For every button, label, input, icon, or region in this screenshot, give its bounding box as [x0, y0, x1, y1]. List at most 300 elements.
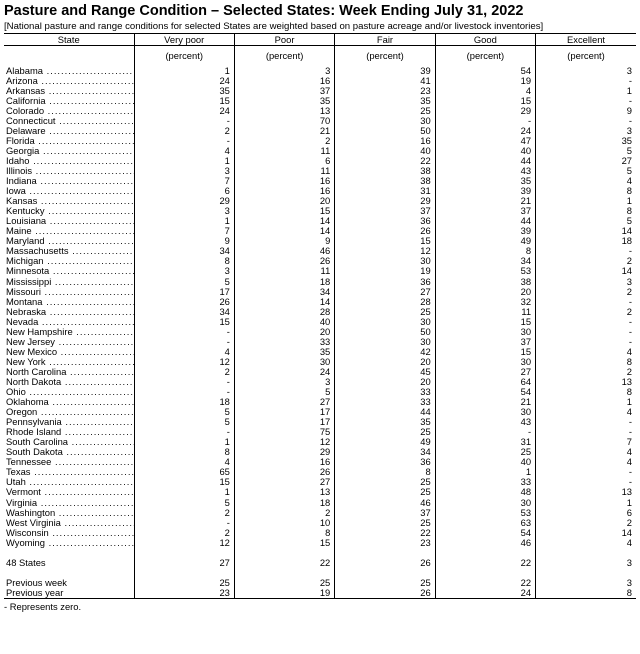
state-cell	[4, 266, 134, 276]
table-row	[4, 387, 636, 397]
cell-fair: 28	[335, 297, 435, 307]
cell-fair: 20	[335, 357, 435, 367]
state-name: South Carolina .....	[6, 437, 134, 447]
cell-poor: 14	[234, 216, 334, 226]
cell-poor: 16	[234, 186, 334, 196]
state-cell	[4, 518, 134, 528]
table-row	[4, 457, 636, 467]
cell-excellent: 3	[536, 276, 636, 286]
cell-very-poor: 2	[134, 508, 234, 518]
state-cell	[4, 357, 134, 367]
state-cell	[4, 246, 134, 256]
cell-excellent: 1	[536, 498, 636, 508]
cell-poor: 24	[234, 367, 334, 377]
cell-very-poor: 5	[134, 417, 234, 427]
cell-very-poor: 2	[134, 126, 234, 136]
cell-excellent: 8	[536, 186, 636, 196]
table-row	[4, 307, 636, 317]
state-cell	[4, 166, 134, 176]
spacer-row	[4, 568, 636, 578]
cell-fair: 33	[335, 397, 435, 407]
cell-good: 11	[435, 307, 535, 317]
cell-excellent: -	[536, 76, 636, 86]
state-name: Missouri .....	[6, 287, 134, 297]
cell-very-poor: 26	[134, 297, 234, 307]
state-cell	[4, 538, 134, 548]
state-cell	[4, 186, 134, 196]
cell-good: 48	[435, 487, 535, 497]
table-row	[4, 538, 636, 548]
comparison-label: Previous year	[6, 587, 64, 598]
cell-fair: 37	[335, 508, 435, 518]
table-row	[4, 206, 636, 216]
table-row	[4, 96, 636, 106]
cell-excellent: 27	[536, 156, 636, 166]
cell-very-poor: 24	[134, 106, 234, 116]
cell-poor: 21	[234, 126, 334, 136]
cell-poor: 20	[234, 196, 334, 206]
unit-excellent: (percent)	[536, 46, 636, 66]
cell-very-poor: 34	[134, 246, 234, 256]
header-poor: Poor	[234, 34, 334, 46]
cell-poor: 26	[234, 467, 334, 477]
cell-very-poor: 12	[134, 538, 234, 548]
state-name: Kansas .....	[6, 196, 134, 206]
cell-poor: 5	[234, 387, 334, 397]
cell-excellent: 2	[536, 307, 636, 317]
cell-fair: 29	[335, 196, 435, 206]
cell-very-poor: 2	[134, 367, 234, 377]
cell-fair: 45	[335, 367, 435, 377]
cell-very-poor: -	[134, 136, 234, 146]
state-cell	[4, 487, 134, 497]
table-row	[4, 377, 636, 387]
header-good: Good	[435, 34, 535, 46]
cell-good: 35	[435, 176, 535, 186]
cell-very-poor: 17	[134, 287, 234, 297]
unit-state	[4, 46, 134, 66]
table-row	[4, 487, 636, 497]
cell-poor: 18	[234, 498, 334, 508]
state-name: New Hampshire .....	[6, 327, 134, 337]
state-name: Massachusetts .....	[6, 246, 134, 256]
cell-poor: 40	[234, 317, 334, 327]
report-subtitle: [National pasture and range conditions for selected States are weighted based on pasture acreage and/or livestock inventories]	[4, 21, 544, 32]
cell-very-poor: 18	[134, 397, 234, 407]
cell-excellent: 3	[536, 66, 636, 76]
state-cell	[4, 287, 134, 297]
cell-poor: 75	[234, 427, 334, 437]
cell-good: 15	[435, 347, 535, 357]
cell-good: 43	[435, 166, 535, 176]
state-cell	[4, 477, 134, 487]
cell-very-poor: 4	[134, 146, 234, 156]
state-cell	[4, 146, 134, 156]
cell-poor: 16	[234, 176, 334, 186]
cell-very-poor: 15	[134, 317, 234, 327]
cell-good: 34	[435, 256, 535, 266]
table-row	[4, 498, 636, 508]
cell-excellent: 4	[536, 176, 636, 186]
table-row	[4, 447, 636, 457]
state-name: Arizona .....	[6, 76, 134, 86]
state-name: Wyoming .....	[6, 538, 134, 548]
state-name: Ohio .....	[6, 387, 134, 397]
cell-fair: 25	[335, 106, 435, 116]
cell-very-poor: -	[134, 387, 234, 397]
state-cell	[4, 236, 134, 246]
cell-excellent: -	[536, 246, 636, 256]
table-row	[4, 397, 636, 407]
cell-fair: 40	[335, 146, 435, 156]
table-row	[4, 327, 636, 337]
table-row	[4, 477, 636, 487]
cell-good: 19	[435, 76, 535, 86]
cell-good: 24	[435, 126, 535, 136]
cell-fair: 20	[335, 377, 435, 387]
summary-poor: 22	[234, 558, 334, 568]
cell-excellent: 1	[536, 196, 636, 206]
state-name: North Carolina .....	[6, 367, 134, 377]
state-name: Nevada .....	[6, 317, 134, 327]
cell-very-poor: 5	[134, 276, 234, 286]
cell-excellent: 4	[536, 457, 636, 467]
cell-excellent: -	[536, 467, 636, 477]
state-name: Utah .....	[6, 477, 134, 487]
state-cell	[4, 437, 134, 447]
cell-good: 53	[435, 508, 535, 518]
comparison-very-poor: 25	[134, 578, 234, 588]
cell-excellent: -	[536, 317, 636, 327]
cell-good: 37	[435, 337, 535, 347]
state-name: Idaho .....	[6, 156, 134, 166]
cell-excellent: 5	[536, 146, 636, 156]
state-name: California .....	[6, 96, 134, 106]
cell-excellent: 2	[536, 367, 636, 377]
state-name: Oregon .....	[6, 407, 134, 417]
state-name: South Dakota .....	[6, 447, 134, 457]
state-name: Mississippi .....	[6, 277, 134, 287]
state-name: Kentucky .....	[6, 206, 134, 216]
cell-good: 30	[435, 407, 535, 417]
cell-very-poor: 8	[134, 447, 234, 457]
state-name: Texas .....	[6, 467, 134, 477]
cell-good: 39	[435, 186, 535, 196]
cell-fair: 26	[335, 226, 435, 236]
state-cell	[4, 176, 134, 186]
state-name: Vermont .....	[6, 487, 134, 497]
cell-good: 33	[435, 477, 535, 487]
comparison-poor: 25	[234, 578, 334, 588]
cell-very-poor: 5	[134, 407, 234, 417]
cell-poor: 15	[234, 538, 334, 548]
table-row	[4, 407, 636, 417]
comparison-row-previous-year	[4, 588, 636, 598]
cell-poor: 30	[234, 357, 334, 367]
cell-poor: 12	[234, 437, 334, 447]
state-name: Tennessee .....	[6, 457, 134, 467]
table-row	[4, 126, 636, 136]
cell-fair: 35	[335, 417, 435, 427]
cell-fair: 22	[335, 528, 435, 538]
cell-excellent: 1	[536, 397, 636, 407]
cell-excellent: 2	[536, 287, 636, 297]
state-cell	[4, 367, 134, 377]
cell-very-poor: -	[134, 518, 234, 528]
cell-poor: 11	[234, 166, 334, 176]
state-cell	[4, 347, 134, 357]
table-row	[4, 347, 636, 357]
cell-very-poor: 4	[134, 457, 234, 467]
cell-good: 29	[435, 106, 535, 116]
cell-fair: 27	[335, 287, 435, 297]
state-name: Indiana .....	[6, 176, 134, 186]
cell-poor: 70	[234, 116, 334, 126]
header-excellent: Excellent	[536, 34, 636, 46]
cell-good: 31	[435, 437, 535, 447]
cell-very-poor: 9	[134, 236, 234, 246]
cell-excellent: 13	[536, 487, 636, 497]
cell-excellent: 8	[536, 206, 636, 216]
state-cell	[4, 216, 134, 226]
state-name: Iowa .....	[6, 186, 134, 196]
cell-very-poor: 1	[134, 216, 234, 226]
cell-poor: 20	[234, 327, 334, 337]
state-cell	[4, 397, 134, 407]
state-name: Minnesota .....	[6, 266, 134, 276]
cell-good: 30	[435, 327, 535, 337]
cell-good: 44	[435, 156, 535, 166]
state-name: Alabama .....	[6, 66, 134, 76]
cell-very-poor: 1	[134, 437, 234, 447]
cell-good: 49	[435, 236, 535, 246]
cell-good: 54	[435, 387, 535, 397]
table-row	[4, 297, 636, 307]
summary-row-48-states	[4, 558, 636, 568]
cell-fair: 19	[335, 266, 435, 276]
cell-poor: 27	[234, 477, 334, 487]
cell-fair: 34	[335, 447, 435, 457]
cell-fair: 50	[335, 327, 435, 337]
cell-fair: 49	[335, 437, 435, 447]
cell-poor: 16	[234, 457, 334, 467]
state-name: Wisconsin .....	[6, 528, 134, 538]
cell-poor: 26	[234, 256, 334, 266]
state-cell	[4, 276, 134, 286]
state-cell	[4, 66, 134, 76]
cell-excellent: 1	[536, 86, 636, 96]
state-cell	[4, 317, 134, 327]
state-name: Nebraska .....	[6, 307, 134, 317]
cell-fair: 35	[335, 96, 435, 106]
cell-very-poor: 34	[134, 307, 234, 317]
cell-poor: 2	[234, 136, 334, 146]
cell-good: 63	[435, 518, 535, 528]
cell-poor: 2	[234, 508, 334, 518]
cell-excellent: 13	[536, 377, 636, 387]
state-name: Connecticut .....	[6, 116, 134, 126]
cell-poor: 6	[234, 156, 334, 166]
table-row	[4, 226, 636, 236]
state-name: New Jersey .....	[6, 337, 134, 347]
state-name: Maryland .....	[6, 236, 134, 246]
state-cell	[4, 447, 134, 457]
cell-good: 39	[435, 226, 535, 236]
state-cell	[4, 136, 134, 146]
cell-fair: 36	[335, 276, 435, 286]
cell-fair: 16	[335, 136, 435, 146]
comparison-very-poor: 23	[134, 588, 234, 598]
state-name: Michigan .....	[6, 256, 134, 266]
cell-excellent: 7	[536, 437, 636, 447]
cell-fair: 8	[335, 467, 435, 477]
cell-excellent: -	[536, 477, 636, 487]
cell-fair: 38	[335, 166, 435, 176]
state-cell	[4, 377, 134, 387]
cell-very-poor: 8	[134, 256, 234, 266]
table-row	[4, 467, 636, 477]
cell-fair: 30	[335, 317, 435, 327]
cell-poor: 29	[234, 447, 334, 457]
table-row	[4, 196, 636, 206]
cell-good: 38	[435, 276, 535, 286]
cell-very-poor: 7	[134, 226, 234, 236]
cell-fair: 37	[335, 206, 435, 216]
state-name: Virginia .....	[6, 498, 134, 508]
cell-poor: 3	[234, 66, 334, 76]
table-row	[4, 367, 636, 377]
state-cell	[4, 327, 134, 337]
table-row	[4, 156, 636, 166]
cell-poor: 15	[234, 206, 334, 216]
header-state: State	[4, 34, 134, 46]
cell-poor: 17	[234, 417, 334, 427]
table-row	[4, 76, 636, 86]
state-name: New Mexico .....	[6, 347, 134, 357]
cell-excellent: -	[536, 116, 636, 126]
cell-excellent: 14	[536, 528, 636, 538]
table-row	[4, 246, 636, 256]
cell-very-poor: 3	[134, 206, 234, 216]
state-cell	[4, 407, 134, 417]
comparison-fair: 25	[335, 578, 435, 588]
table-row	[4, 66, 636, 76]
cell-good: 44	[435, 216, 535, 226]
state-cell	[4, 106, 134, 116]
state-cell	[4, 116, 134, 126]
cell-very-poor: 29	[134, 196, 234, 206]
state-cell	[4, 96, 134, 106]
cell-excellent: 8	[536, 387, 636, 397]
table-row	[4, 186, 636, 196]
cell-poor: 11	[234, 266, 334, 276]
table-row	[4, 427, 636, 437]
state-cell	[4, 297, 134, 307]
cell-excellent: -	[536, 417, 636, 427]
cell-fair: 36	[335, 457, 435, 467]
state-cell	[4, 307, 134, 317]
cell-very-poor: 6	[134, 186, 234, 196]
state-cell	[4, 467, 134, 477]
cell-poor: 46	[234, 246, 334, 256]
cell-excellent: 3	[536, 126, 636, 136]
cell-excellent: 2	[536, 518, 636, 528]
summary-good: 22	[435, 558, 535, 568]
comparison-good: 22	[435, 578, 535, 588]
state-cell	[4, 508, 134, 518]
table-row	[4, 136, 636, 146]
header-row	[4, 34, 636, 46]
cell-poor: 34	[234, 287, 334, 297]
footnote: - Represents zero.	[4, 600, 82, 612]
table-row	[4, 528, 636, 538]
summary-fair: 26	[335, 558, 435, 568]
cell-poor: 9	[234, 236, 334, 246]
cell-very-poor: -	[134, 116, 234, 126]
cell-very-poor: 7	[134, 176, 234, 186]
cell-poor: 8	[234, 528, 334, 538]
state-name: Colorado .....	[6, 106, 134, 116]
cell-fair: 39	[335, 66, 435, 76]
cell-very-poor: 65	[134, 467, 234, 477]
cell-good: 15	[435, 317, 535, 327]
units-row	[4, 46, 636, 66]
cell-excellent: 5	[536, 166, 636, 176]
cell-very-poor: 15	[134, 96, 234, 106]
cell-poor: 14	[234, 226, 334, 236]
state-name: Arkansas .....	[6, 86, 134, 96]
cell-good: 43	[435, 417, 535, 427]
cell-excellent: -	[536, 96, 636, 106]
cell-very-poor: 1	[134, 156, 234, 166]
table-row	[4, 216, 636, 226]
cell-fair: 30	[335, 337, 435, 347]
cell-fair: 42	[335, 347, 435, 357]
cell-fair: 44	[335, 407, 435, 417]
cell-poor: 14	[234, 297, 334, 307]
state-cell	[4, 156, 134, 166]
unit-good: (percent)	[435, 46, 535, 66]
cell-poor: 37	[234, 86, 334, 96]
cell-very-poor: 12	[134, 357, 234, 367]
summary-label: 48 States	[6, 557, 46, 568]
state-name: Montana .....	[6, 297, 134, 307]
table-row	[4, 317, 636, 327]
table-row	[4, 146, 636, 156]
cell-very-poor: 24	[134, 76, 234, 86]
comparison-excellent: 8	[536, 588, 636, 598]
comparison-label: Previous week	[6, 577, 67, 588]
state-name: Delaware .....	[6, 126, 134, 136]
cell-good: 40	[435, 146, 535, 156]
state-name: Oklahoma .....	[6, 397, 134, 407]
header-fair: Fair	[335, 34, 435, 46]
cell-fair: 31	[335, 186, 435, 196]
comparison-fair: 26	[335, 588, 435, 598]
cell-poor: 35	[234, 96, 334, 106]
table-row	[4, 287, 636, 297]
state-name: Georgia .....	[6, 146, 134, 156]
cell-good: 40	[435, 457, 535, 467]
table-row	[4, 518, 636, 528]
cell-good: 21	[435, 397, 535, 407]
cell-fair: 46	[335, 498, 435, 508]
cell-good: 54	[435, 66, 535, 76]
header-very-poor: Very poor	[134, 34, 234, 46]
cell-fair: 15	[335, 236, 435, 246]
cell-good: 21	[435, 196, 535, 206]
cell-poor: 11	[234, 146, 334, 156]
